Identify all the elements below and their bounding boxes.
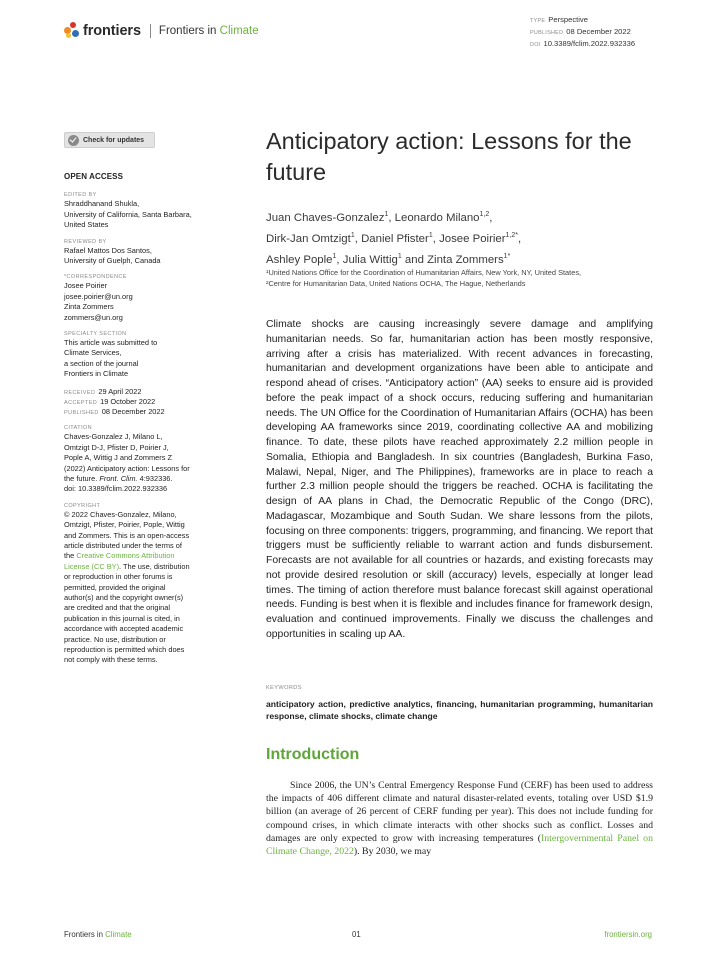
email-link[interactable]: josee.poirier@un.org [64, 291, 133, 301]
author-name[interactable]: Dirk-Jan Omtzigt [266, 232, 351, 245]
author-name[interactable]: Leonardo Milano [394, 211, 480, 224]
reviewed-by-section: REVIEWED BY Rafael Mattos Dos Santos, University of Guelph, Canada [64, 238, 161, 266]
author-name[interactable]: Ashley Pople [266, 253, 333, 266]
footer-journal: Frontiers in Climate [64, 930, 132, 939]
cc-license-link[interactable]: License (CC BY) [64, 561, 120, 571]
article-info-sidebar [64, 172, 234, 673]
logo-divider [150, 24, 151, 38]
citation-section: CITATION Chaves-Gonzalez J, Milano L, Omtzigt D-J, Pfister D, Poirier J, Pople A, Wittig J and Zommers Z (2022) Anticipatory action: Lessons for the future. Front. Clim. 4:932336. doi: 10.3389/fclim.2022.932336 [64, 424, 234, 494]
introduction-paragraph: Since 2006, the UN’s Central Emergency Response Fund (CERF) has been used to address the impacts of 406 different climate and natural disaster-related events, totaling over USD $1.9 billion (an average of 26 percent of CERF funding per year). This does not include funding for compound crises, in which climate interacts with other shocks such as conflict. Losses and damages are only expected to grow with increasing temperatures (Intergovernmental Panel on Climate Change, 2022). By 2030, we may [266, 780, 653, 858]
edited-by-section: EDITED BY Shraddhanand Shukla, University of California, Santa Barbara, United States [64, 192, 192, 230]
affiliations: ¹United Nations Office for the Coordination of Humanitarian Affairs, New York, NY, United States, ²Centre for Humanitarian Data, United Nations OCHA, The Hague, Netherlands [266, 268, 582, 288]
dates-section: RECEIVED 29 April 2022 ACCEPTED 19 October 2022 PUBLISHED 08 December 2022 [64, 386, 165, 417]
cc-license-link[interactable]: Creative Commons Attribution [76, 551, 175, 561]
author-affiliation-marker: 1 [332, 252, 337, 260]
author-affiliation-marker: 1,2* [505, 231, 519, 239]
page-number: 01 [352, 930, 361, 939]
author-name[interactable]: Zinta Zommers [427, 253, 504, 266]
author-name[interactable]: Daniel Pfister [361, 232, 429, 245]
published-date: 08 December 2022 [566, 26, 631, 36]
article-title: Anticipatory action: Lessons for the future [266, 128, 632, 185]
frontiers-logo-icon [64, 22, 80, 40]
received-date: 29 April 2022 [98, 386, 142, 396]
introduction-heading: Introduction [266, 746, 360, 763]
published-date-sidebar: 08 December 2022 [101, 407, 165, 417]
accepted-date: 19 October 2022 [100, 396, 156, 406]
reference-link[interactable]: Intergovernmental Panel on Climate Change, 2022 [266, 832, 653, 858]
author-affiliation-marker: 1 [428, 231, 433, 239]
author-affiliation-marker: 1 [397, 252, 402, 260]
open-access-label: OPEN ACCESS [64, 172, 124, 181]
article-type: Perspective [548, 15, 588, 24]
author-affiliation-marker: 1,2 [479, 211, 490, 218]
doi[interactable]: 10.3389/fclim.2022.932336 [543, 38, 636, 48]
author-affiliation-marker: 1 [384, 211, 389, 218]
keywords-label: KEYWORDS [266, 685, 302, 691]
author-name[interactable]: Josee Poirier [439, 232, 506, 245]
footer-site-link[interactable]: frontiersin.org [604, 930, 652, 939]
author-affiliation-marker: 1* [503, 252, 511, 260]
author-affiliation-marker: 1 [350, 231, 355, 239]
frontiers-logo[interactable] [64, 20, 259, 42]
author-name[interactable]: Julia Wittig [342, 253, 398, 266]
correspondence-section: *CORRESPONDENCE Josee Poirier josee.poirier@un.org Zinta Zommers zommers@un.org [64, 273, 234, 323]
logo-text: frontiers [83, 23, 141, 39]
author-list: Juan Chaves-Gonzalez$^1$, Leonardo Milano$^{1,2}$, Dirk-Jan Omtzigt$^1$, Daniel Pfister$^1$, Josee Poirier$^{1,2*}$, Ashley Pople$^1$, Julia Wittig$^1$ and Zinta Zommers$^{1*}$ [266, 211, 522, 266]
copyright-section: COPYRIGHT © 2022 Chaves-Gonzalez, Milano, Omtzigt, Pfister, Poirier, Pople, Wittig and Zommers. This is an open-access article distributed under the terms of the Creative Commons Attribution License (CC BY). The use, distribution or reproduction in other forums is permitted, provided the original author(s) and the copyright owner(s) are credited and that the original publication in this journal is cited, in accordance with accepted academic practice. No use, distribution or reproduction is permitted which does not comply with these terms. [64, 502, 190, 665]
check-for-updates-button[interactable] [64, 132, 155, 148]
specialty-section: SPECIALTY SECTION This article was submitted to Climate Services, a section of the journal Frontiers in Climate [64, 331, 158, 379]
check-for-updates-label: Check for updates [83, 136, 145, 144]
email-link[interactable]: zommers@un.org [64, 312, 123, 322]
keywords: anticipatory action, predictive analytics, financing, humanitarian programming, humanitarian response, climate shocks, climate change [266, 699, 653, 721]
abstract: Climate shocks are causing increasingly severe damage and amplifying humanitarian needs. So far, humanitarian action has been mostly responsive, arriving after a crisis has materialized. With recent advances in forecasting, humanitarian and development organizations have been able to anticipate and respond ahead of crises. “Anticipatory action” (AA) seeks to ensure aid is provided before the peak impact of a shock occurs, reducing suffering and humanitarian needs. The UN Office for the Coordination of Humanitarian Affairs (OCHA) has been developing AA frameworks since 2019, coordinating collective AA and mobilizing finance. To date, these pilots have reached approximately 2.2 million people in Somalia, Ethiopia and Bangladesh. In six countries (Bangladesh, Burkina Faso, Malawi, Nepal, Niger, and The Philippines), frameworks are in place to reach a further 2.3 million people should the triggers be reached. OCHA is facilitating the design of AA plans in Chad, the Democratic Republic of the Congo (DRC), Madagascar, Mozambique and South Sudan. We share lessons from the pilots, focusing on three components: triggers, programming, and financing. We report that triggers must be sufficiently reliable to warrant action and funds disbursement. Forecasts are not available for all countries or hazards, and existing forecasts may not provide desired resolution or skill (accuracy) levels, especially at longer lead times. The timing of action therefore must balance forecast skill against operational needs. Funding is best when it is flexible and includes finance for framework design, evaluation and continued improvements. Finally we discuss the challenges and opportunities in scaling up AA. [266, 319, 653, 640]
author-name[interactable]: Juan Chaves-Gonzalez [266, 211, 385, 224]
journal-name: Frontiers in Climate [158, 25, 259, 37]
citation-doi: doi: 10.3389/fclim.2022.932336 [64, 484, 168, 494]
article-meta: TYPE Perspective PUBLISHED 08 December 2022 DOI 10.3389/fclim.2022.932336 [530, 15, 636, 48]
check-icon [68, 135, 79, 146]
